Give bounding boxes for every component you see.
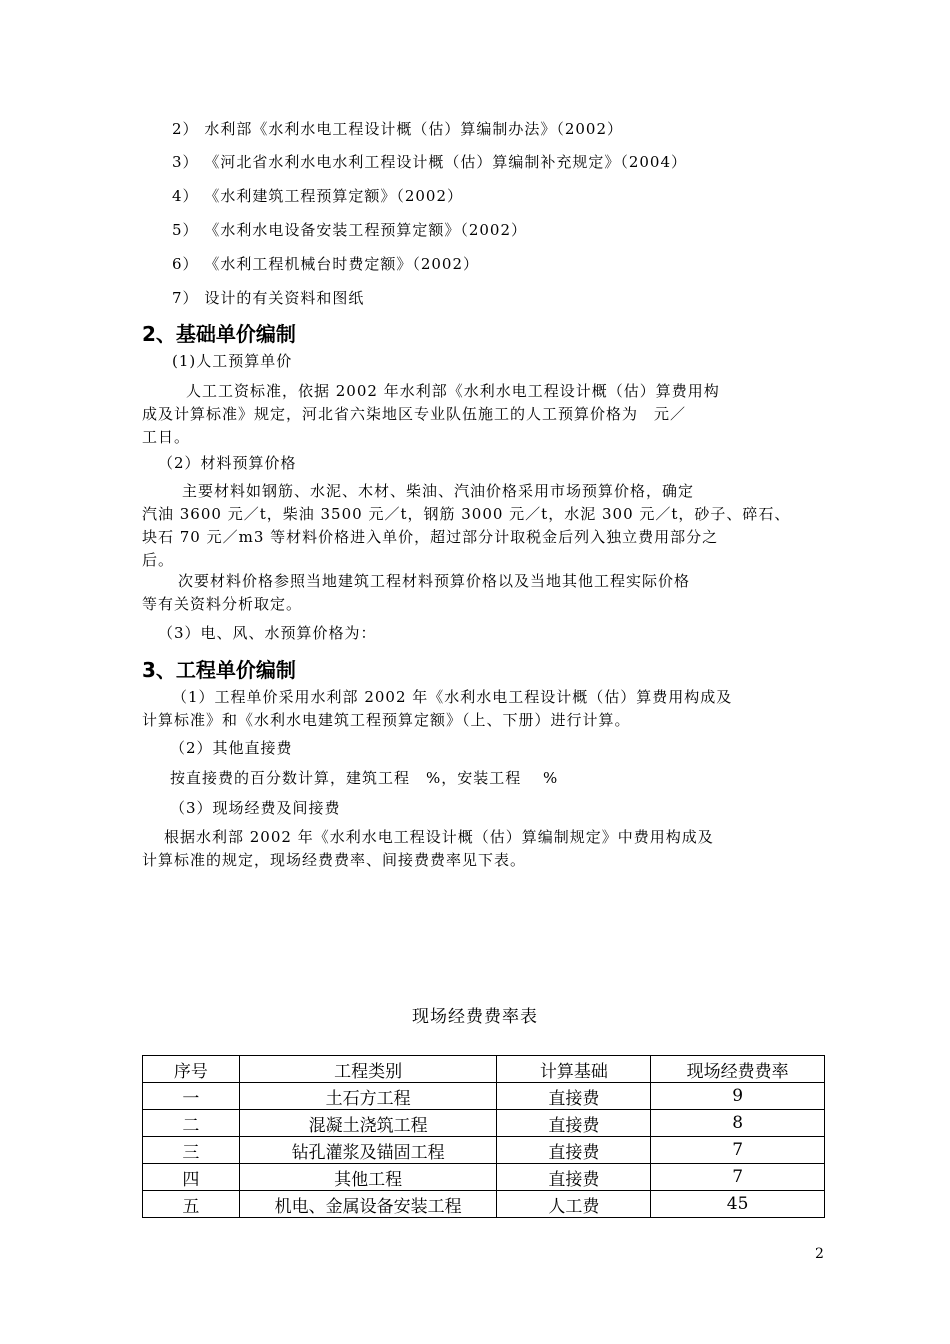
paragraph-line: 根据水利部 2002 年《水利水电工程设计概（估）算编制规定》中费用构成及 bbox=[164, 828, 714, 846]
table-cell: 直接费 bbox=[497, 1137, 651, 1164]
list-number: 4） bbox=[172, 187, 199, 205]
table-cell: 直接费 bbox=[497, 1164, 651, 1191]
table-cell: 二 bbox=[143, 1110, 240, 1137]
fee-rate-table bbox=[142, 1055, 825, 1218]
table-row bbox=[143, 1137, 825, 1164]
table-cell: 一 bbox=[143, 1083, 240, 1110]
paragraph-line: 后。 bbox=[142, 551, 175, 569]
paragraph bbox=[142, 686, 732, 732]
section-heading: 3、工程单价编制 bbox=[142, 658, 296, 682]
paragraph-line: 汽油 3600 元／t，柴油 3500 元／t，钢筋 3000 元／t，水泥 300 元／t，砂子、碎石、 bbox=[142, 505, 791, 523]
subheading: （3）现场经费及间接费 bbox=[170, 799, 341, 817]
table-cell: 其他工程 bbox=[239, 1164, 497, 1191]
table-cell: 9 bbox=[651, 1083, 825, 1110]
table-row bbox=[143, 1164, 825, 1191]
paragraph-line: 主要材料如钢筋、水泥、木材、柴油、汽油价格采用市场预算价格，确定 bbox=[182, 482, 695, 500]
list-text: 《水利建筑工程预算定额》（2002） bbox=[204, 187, 464, 205]
list-number: 7） bbox=[172, 289, 199, 307]
paragraph: 按直接费的百分数计算，建筑工程 %，安装工程 % bbox=[170, 769, 559, 787]
subheading: （2）其他直接费 bbox=[170, 739, 293, 757]
header-cell: 现场经费费率 bbox=[651, 1056, 825, 1083]
list-item bbox=[172, 287, 364, 308]
paragraph-line: 次要材料价格参照当地建筑工程材料预算价格以及当地其他工程实际价格 bbox=[178, 572, 691, 590]
list-item bbox=[172, 185, 463, 206]
paragraph-line: 计算标准》和《水利水电建筑工程预算定额》（上、下册）进行计算。 bbox=[142, 711, 631, 729]
paragraph-line: （1）工程单价采用水利部 2002 年《水利水电工程设计概（估）算费用构成及 bbox=[172, 688, 733, 706]
table-cell: 8 bbox=[651, 1110, 825, 1137]
header-cell: 计算基础 bbox=[497, 1056, 651, 1083]
list-number: 5） bbox=[172, 221, 199, 239]
table-cell: 直接费 bbox=[497, 1083, 651, 1110]
paragraph-line: 人工工资标准，依据 2002 年水利部《水利水电工程设计概（估）算费用构 bbox=[186, 382, 720, 400]
list-item bbox=[172, 253, 479, 274]
paragraph-line: 计算标准的规定，现场经费费率、间接费费率见下表。 bbox=[142, 851, 527, 869]
table-cell: 45 bbox=[651, 1191, 825, 1218]
list-text: 水利部《水利水电工程设计概（估）算编制办法》（2002） bbox=[204, 120, 624, 138]
table-cell: 直接费 bbox=[497, 1110, 651, 1137]
table-cell: 混凝土浇筑工程 bbox=[239, 1110, 497, 1137]
table-row bbox=[143, 1083, 825, 1110]
table-cell: 土石方工程 bbox=[239, 1083, 497, 1110]
list-text: 《水利水电设备安装工程预算定额》（2002） bbox=[204, 221, 528, 239]
list-text: 《河北省水利水电水利工程设计概（估）算编制补充规定》（2004） bbox=[204, 153, 688, 171]
list-text: 《水利工程机械台时费定额》（2002） bbox=[204, 255, 480, 273]
subheading: （3）电、风、水预算价格为： bbox=[158, 624, 377, 642]
table-cell: 机电、金属设备安装工程 bbox=[239, 1191, 497, 1218]
table-cell: 7 bbox=[651, 1164, 825, 1191]
subheading: (1)人工预算单价 bbox=[172, 352, 293, 370]
table-cell: 钻孔灌浆及锚固工程 bbox=[239, 1137, 497, 1164]
table-cell: 7 bbox=[651, 1137, 825, 1164]
section-heading: 2、基础单价编制 bbox=[142, 322, 296, 346]
table-header-row bbox=[143, 1056, 825, 1083]
table-cell: 人工费 bbox=[497, 1191, 651, 1218]
list-number: 3） bbox=[172, 153, 199, 171]
paragraph-line: 工日。 bbox=[142, 428, 191, 446]
paragraph-line: 成及计算标准》规定，河北省六柒地区专业队伍施工的人工预算价格为 元／ bbox=[142, 405, 687, 423]
header-cell: 序号 bbox=[143, 1056, 240, 1083]
table-caption: 现场经费费率表 bbox=[412, 1007, 538, 1027]
paragraph bbox=[142, 480, 790, 572]
paragraph bbox=[142, 380, 720, 449]
paragraph bbox=[142, 570, 690, 616]
list-item bbox=[172, 118, 623, 139]
subheading: （2）材料预算价格 bbox=[158, 454, 297, 472]
paragraph bbox=[142, 826, 714, 872]
page-number: 2 bbox=[815, 1246, 824, 1262]
list-text: 设计的有关资料和图纸 bbox=[204, 289, 365, 307]
list-item bbox=[172, 219, 527, 240]
table-cell: 三 bbox=[143, 1137, 240, 1164]
paragraph-line: 块石 70 元／m3 等材料价格进入单价，超过部分计取税金后列入独立费用部分之 bbox=[142, 528, 719, 546]
list-number: 6） bbox=[172, 255, 199, 273]
list-item bbox=[172, 151, 687, 172]
table-cell: 五 bbox=[143, 1191, 240, 1218]
table-row bbox=[143, 1110, 825, 1137]
header-cell: 工程类别 bbox=[239, 1056, 497, 1083]
paragraph-line: 等有关资料分析取定。 bbox=[142, 595, 303, 613]
list-number: 2） bbox=[172, 120, 199, 138]
table-row bbox=[143, 1191, 825, 1218]
table-cell: 四 bbox=[143, 1164, 240, 1191]
